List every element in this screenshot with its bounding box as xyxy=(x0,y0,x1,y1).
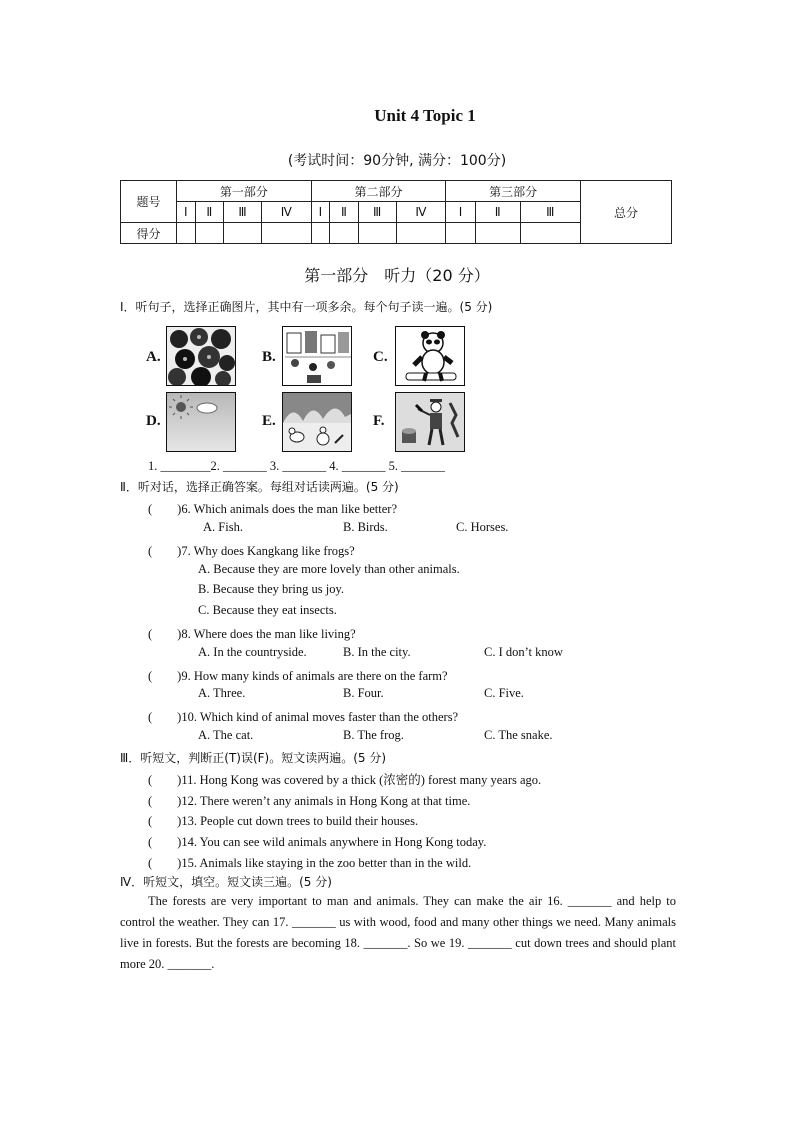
score-cell[interactable] xyxy=(358,223,396,244)
total-header: 总分 xyxy=(581,181,672,244)
score-table xyxy=(120,180,672,244)
part3-col: Ⅱ xyxy=(475,202,520,223)
man-cutting-tree-image xyxy=(395,392,465,452)
part1-col: Ⅱ xyxy=(195,202,223,223)
exam-info: (考试时间：90分钟, 满分：100分) xyxy=(287,153,507,169)
page-title: Unit 4 Topic 1 xyxy=(374,106,476,125)
part2-col: Ⅲ xyxy=(358,202,396,223)
picture-label: C. xyxy=(373,349,388,365)
part3-header: 第三部分 xyxy=(446,181,581,202)
score-cell[interactable] xyxy=(446,223,475,244)
part2-col: Ⅰ xyxy=(311,202,330,223)
part1-col: Ⅰ xyxy=(177,202,196,223)
option-a[interactable]: A. In the countryside. xyxy=(198,645,307,659)
tf-item-12: ( )12. There weren’t any animals in Hong Kong at that time. xyxy=(148,794,471,808)
tf-item-14: ( )14. You can see wild animals anywhere in Hong Kong today. xyxy=(148,835,487,849)
fill-in-passage: The forests are very important to man and animals. They can make the air 16. _______ and help to control the weather. They can 17. _______ us with wood, food and many other things we need. Many animals live in forests. But the forests are becoming 18. _______. So we 19. _______ cut down trees and should plant more 20. _______. xyxy=(120,894,676,971)
part1-col: Ⅲ xyxy=(223,202,261,223)
part1-header: 第一部分 xyxy=(177,181,312,202)
score-cell[interactable] xyxy=(311,223,330,244)
section-heading: 第一部分 听力（20 分） xyxy=(304,266,490,285)
option-a[interactable]: A. Fish. xyxy=(203,520,243,534)
score-cell[interactable] xyxy=(223,223,261,244)
row-header-score: 得分 xyxy=(121,223,177,244)
section1-heading: Ⅰ．听句子，选择正确图片，其中有一项多余。每个句子读一遍。(5 分) xyxy=(120,300,493,314)
score-cell[interactable] xyxy=(520,223,580,244)
answer-line[interactable]: 1. ________2. _______ 3. _______ 4. _______ 5. _______ xyxy=(148,459,445,473)
option-c[interactable]: C. Five. xyxy=(484,686,524,700)
question-10: ( )10. Which kind of animal moves faster than the others? xyxy=(148,710,459,724)
part2-col: Ⅱ xyxy=(330,202,358,223)
option-a[interactable]: A. Because they are more lovely than other animals. xyxy=(198,562,460,576)
score-cell[interactable] xyxy=(177,223,196,244)
part3-col: Ⅰ xyxy=(446,202,475,223)
score-cell[interactable] xyxy=(396,223,446,244)
option-c[interactable]: C. Because they eat insects. xyxy=(198,603,337,617)
option-b[interactable]: B. Because they bring us joy. xyxy=(198,582,345,596)
score-cell[interactable] xyxy=(195,223,223,244)
sun-clouds-image xyxy=(166,392,236,452)
option-b[interactable]: B. Four. xyxy=(343,686,384,700)
question-9: ( )9. How many kinds of animals are there on the farm? xyxy=(148,669,448,683)
option-b[interactable]: B. Birds. xyxy=(343,520,388,534)
option-c[interactable]: C. The snake. xyxy=(484,728,553,742)
picture-label: E. xyxy=(262,413,276,429)
section3-heading: Ⅲ．听短文，判断正(T)误(F)。短文读两遍。(5 分) xyxy=(120,751,387,765)
option-a[interactable]: A. Three. xyxy=(198,686,246,700)
row-header-number: 题号 xyxy=(121,181,177,223)
question-8: ( )8. Where does the man like living? xyxy=(148,627,356,641)
animals-forest-image xyxy=(282,392,352,452)
tf-item-11: ( )11. Hong Kong was covered by a thick (浓密的) forest many years ago. xyxy=(148,773,542,787)
part2-col: Ⅳ xyxy=(396,202,446,223)
picture-label: B. xyxy=(262,349,276,365)
black-flowers-image xyxy=(166,326,236,386)
option-b[interactable]: B. The frog. xyxy=(343,728,404,742)
option-a[interactable]: A. The cat. xyxy=(198,728,254,742)
picture-label: A. xyxy=(146,349,161,365)
option-c[interactable]: C. I don’t know xyxy=(484,645,563,659)
question-6: ( )6. Which animals does the man like better? xyxy=(148,502,397,516)
picture-label: D. xyxy=(146,413,161,429)
part2-header: 第二部分 xyxy=(311,181,446,202)
street-scene-image xyxy=(282,326,352,386)
question-7: ( )7. Why does Kangkang like frogs? xyxy=(148,544,355,558)
score-cell[interactable] xyxy=(475,223,520,244)
option-b[interactable]: B. In the city. xyxy=(343,645,411,659)
part1-col: Ⅳ xyxy=(262,202,312,223)
tf-item-15: ( )15. Animals like staying in the zoo better than in the wild. xyxy=(148,856,472,870)
tf-item-13: ( )13. People cut down trees to build their houses. xyxy=(148,814,419,828)
picture-label: F. xyxy=(373,413,385,429)
panda-image xyxy=(395,326,465,386)
section2-heading: Ⅱ．听对话，选择正确答案。每组对话读两遍。(5 分) xyxy=(120,480,399,494)
part3-col: Ⅲ xyxy=(520,202,580,223)
option-c[interactable]: C. Horses. xyxy=(456,520,509,534)
section4-heading: Ⅳ．听短文，填空。短文读三遍。(5 分) xyxy=(120,875,332,889)
score-cell[interactable] xyxy=(262,223,312,244)
score-cell[interactable] xyxy=(330,223,358,244)
